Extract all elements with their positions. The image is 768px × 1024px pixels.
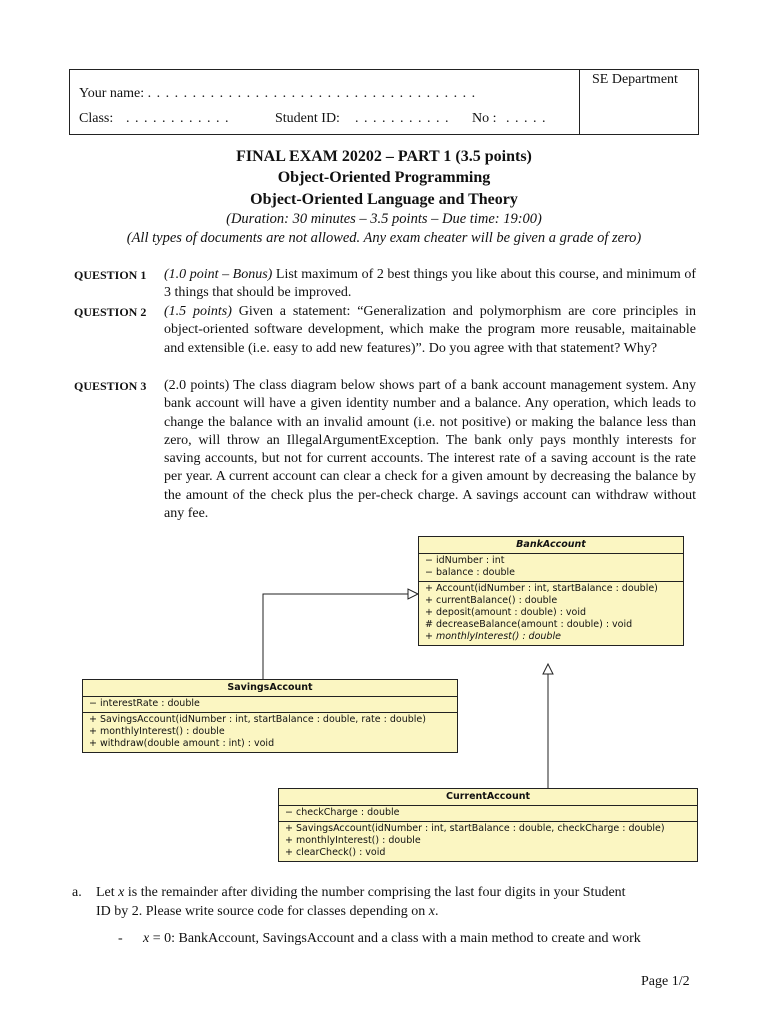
bullet-var: x xyxy=(143,931,150,946)
part-a-text: ID by 2. Please write source code for classes depending on xyxy=(96,904,429,919)
bank-account-attr: − idNumber : int xyxy=(425,555,505,566)
bank-account-method: + monthlyInterest() : double xyxy=(425,631,561,642)
question-2-points: (1.5 points) xyxy=(164,304,232,319)
no-label: No : xyxy=(472,111,497,126)
part-a-line-1 xyxy=(96,883,696,902)
bank-account-method: + currentBalance() : double xyxy=(425,595,558,606)
bank-account-attributes xyxy=(419,554,683,582)
current-account-methods xyxy=(279,822,697,861)
part-a-var: x xyxy=(118,885,125,900)
current-account-method: + monthlyInterest() : double xyxy=(285,835,421,846)
part-a-var: x xyxy=(428,904,436,919)
current-account-class xyxy=(278,788,698,862)
savings-account-methods xyxy=(83,713,457,752)
part-a-text: is the remainder after dividing the number comprising the last four digits in your Student xyxy=(124,885,626,900)
current-account-method: + clearCheck() : void xyxy=(285,847,386,858)
class-label: Class: xyxy=(79,111,114,126)
current-account-method: + SavingsAccount(idNumber : int, startBalance : double, checkCharge : double) xyxy=(285,823,665,834)
course-title-1: Object-Oriented Programming xyxy=(277,169,491,186)
question-2-label: QUESTION 2 xyxy=(74,305,147,319)
department: SE Department xyxy=(592,72,678,87)
part-a-text: Let xyxy=(96,885,119,900)
name-dots: . . . . . . . . . . . . . . . . . . . . . . . . . . . . . . . . . . . . . xyxy=(147,86,477,101)
savings-account-method: + withdraw(double amount : int) : void xyxy=(89,738,275,749)
bullet-line xyxy=(143,929,641,948)
course-title-2: Object-Oriented Language and Theory xyxy=(250,191,518,208)
student-id-dots: . . . . . . . . . . . xyxy=(355,111,450,126)
question-3-body: (2.0 points) The class diagram below shows part of a bank account management system. Any bank account will have a given identity number and a balance. Any operation, which leads to change the balance with an invalid amount (i.e. not positive) or making the balance less than zero, will throw an IllegalArgumentException. The bank only pays monthly interests for saving accounts, but not for current accounts. The interest rate of a saving account is the rate per year. A current account can clear a check for a given amount by decreasing the balance by the amount of the check plus the per-check charge. A savings account can withdraw without any fee. xyxy=(164,378,696,522)
part-a-line-2 xyxy=(96,902,439,921)
no-dots: . . . . . xyxy=(506,111,547,126)
bank-account-method: # decreaseBalance(amount : double) : void xyxy=(425,619,633,630)
bank-account-class xyxy=(418,536,684,646)
bullet-marker: - xyxy=(118,931,123,946)
current-account-attributes xyxy=(279,806,697,822)
savings-account-attributes xyxy=(83,697,457,713)
name-label: Your name: xyxy=(79,86,145,101)
bank-account-name: BankAccount xyxy=(419,537,683,554)
page-number: Page 1/2 xyxy=(641,974,690,989)
exam-title: FINAL EXAM 20202 – PART 1 (3.5 points) xyxy=(236,148,532,165)
question-1-body: List maximum of 2 best things you like about this course, and minimum of 3 things that should be improved. xyxy=(164,267,696,301)
part-a-marker: a. xyxy=(72,885,82,900)
savings-account-class xyxy=(82,679,458,753)
exam-duration: (Duration: 30 minutes – 3.5 points – Due time: 19:00) xyxy=(226,211,542,227)
savings-account-method: + monthlyInterest() : double xyxy=(89,726,225,737)
bank-account-attr: − balance : double xyxy=(425,567,515,578)
savings-account-name: SavingsAccount xyxy=(83,680,457,697)
student-id-label: Student ID: xyxy=(275,111,340,126)
savings-inheritance-arrow xyxy=(408,589,418,599)
current-inheritance-arrow xyxy=(543,664,553,674)
bank-account-method: + deposit(amount : double) : void xyxy=(425,607,587,618)
question-2-body: Given a statement: “Generalization and polymorphism are core principles in object-oriented software development, which make the program more reusable, maitainable and extensible (i.e. easy to add new features)”. Do you agree with that statement? Why? xyxy=(164,304,696,356)
bank-account-method: + Account(idNumber : int, startBalance : double) xyxy=(425,583,658,594)
part-a-text: . xyxy=(435,904,439,919)
class-dots: . . . . . . . . . . . . xyxy=(126,111,230,126)
question-3-label: QUESTION 3 xyxy=(74,379,147,393)
savings-account-attr: − interestRate : double xyxy=(89,698,200,709)
current-account-name: CurrentAccount xyxy=(279,789,697,806)
bank-account-methods xyxy=(419,582,683,645)
question-1-points: (1.0 point – Bonus) xyxy=(164,267,273,282)
bullet-text: = 0: BankAccount, SavingsAccount and a class with a main method to create and work xyxy=(149,931,641,946)
exam-rules: (All types of documents are not allowed. Any exam cheater will be given a grade of zero) xyxy=(126,230,642,246)
question-1-label: QUESTION 1 xyxy=(74,268,147,282)
savings-inheritance-line xyxy=(263,594,410,679)
savings-account-method: + SavingsAccount(idNumber : int, startBalance : double, rate : double) xyxy=(89,714,426,725)
current-account-attr: − checkCharge : double xyxy=(285,807,400,818)
